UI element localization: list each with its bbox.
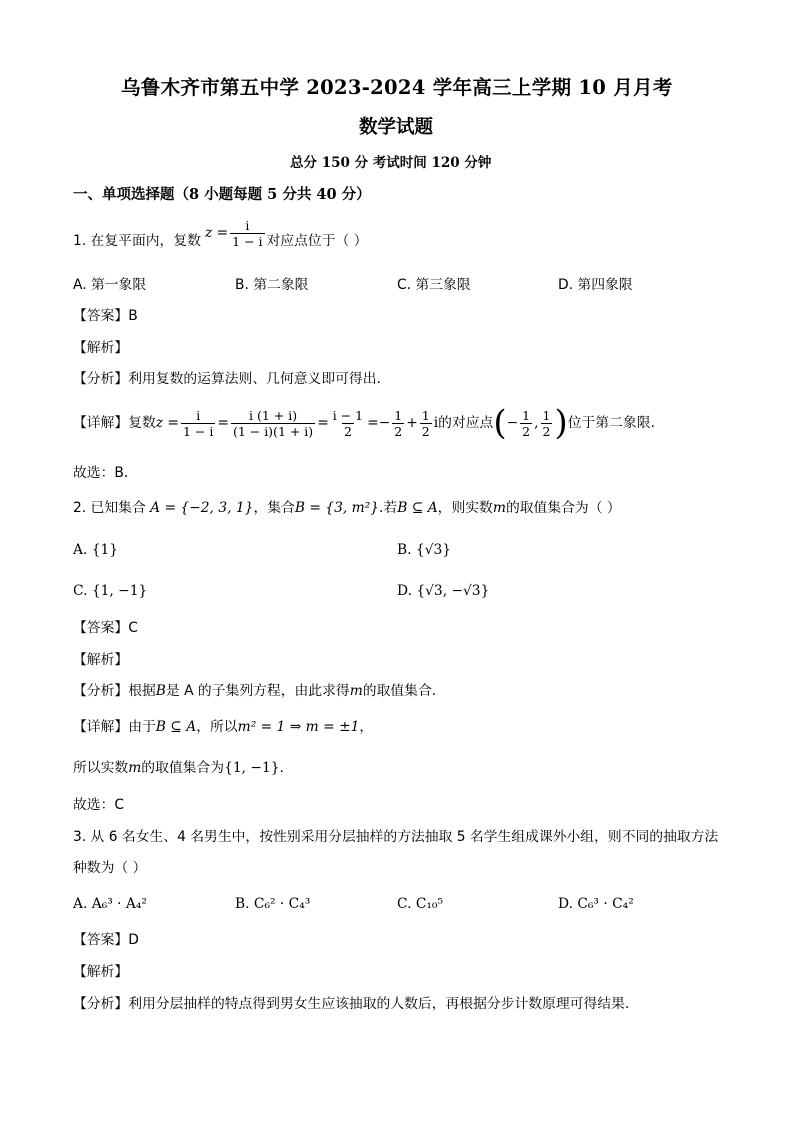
- q2-line2-a: 所以实数: [73, 760, 129, 776]
- half-den: 2: [394, 423, 403, 439]
- q2-answer-value: C: [128, 620, 138, 636]
- q1-z-eq: z =: [204, 225, 229, 241]
- q1-conclusion: [73, 463, 138, 483]
- q2-prefix: 2. 已知集合: [73, 500, 146, 516]
- q1-frac-num: i: [245, 217, 250, 233]
- q2-stem: [73, 498, 621, 518]
- q1-option-b: B. 第二象限: [235, 277, 309, 293]
- frac3-den: 2: [343, 423, 352, 439]
- q2-line2-m: m: [128, 760, 142, 776]
- q1-detail: [73, 400, 655, 446]
- q2-detail-eq: m² = 1 ⇒ m = ±1: [237, 719, 360, 735]
- eq-sign: =: [217, 415, 229, 431]
- q1-detail-z: z =: [155, 415, 179, 431]
- half-den: 2: [522, 423, 531, 439]
- plus-sign: +: [406, 415, 418, 431]
- q2-option-c: C. {1, −1}: [73, 583, 148, 599]
- left-paren: (: [493, 403, 507, 443]
- q3-analysis-label: 【解析】: [73, 964, 129, 980]
- q2-fenxi: [73, 681, 436, 701]
- q3-option-b: B. C₆² · C₄³: [235, 896, 311, 912]
- minus-sign: −: [378, 415, 391, 431]
- half-den: 2: [421, 423, 430, 439]
- q3-fenxi-text: 利用分层抽样的特点得到男女生应该抽取的人数后，再根据分步计数原理可得结果.: [128, 996, 630, 1012]
- fenxi-label: 【分析】: [73, 371, 129, 387]
- q2-conclusion: [73, 795, 124, 815]
- q2-set-b: B = {3, m²}: [294, 500, 380, 516]
- q1-detail-frac3: [331, 408, 365, 439]
- xiangjie-label: 【详解】: [73, 415, 129, 431]
- exam-meta: 总分 150 分 考试时间 120 分钟: [290, 155, 492, 171]
- eq-sign: =: [317, 415, 329, 431]
- q3-stem-line2: 种数为（ ）: [73, 860, 147, 876]
- q2-line2-c: .: [279, 760, 284, 776]
- q2-mid2: .若: [379, 500, 398, 516]
- q3-option-c: C. C₁₀⁵: [397, 896, 443, 912]
- q2-fenxi-end: 的取值集合.: [362, 683, 437, 699]
- frac1-den: 1 − i: [183, 423, 214, 439]
- q1-option-d: D. 第四象限: [558, 277, 633, 293]
- q2-line2-set: {1, −1}: [224, 760, 280, 776]
- q1-point-x: [520, 408, 532, 439]
- frac3-num: i − 1: [332, 407, 364, 423]
- eq-sign: =: [367, 415, 379, 431]
- guxuan-label: 故选：: [73, 465, 115, 481]
- q1-frac-den: 1 − i: [232, 233, 263, 249]
- q2-mid3: ，则实数: [437, 500, 493, 516]
- frac2-num: i (1 + i): [249, 407, 298, 423]
- half-num: 1: [542, 407, 551, 423]
- q1-detail-lead: 复数: [128, 415, 156, 431]
- q2-subset: B ⊆ A: [397, 500, 438, 516]
- q1-option-a: A. 第一象限: [73, 277, 147, 293]
- answer-label: 【答案】: [73, 620, 129, 636]
- q2-fenxi-m: m: [349, 683, 363, 699]
- comma: ,: [534, 415, 539, 431]
- frac2-den: (1 − i)(1 + i): [232, 423, 314, 439]
- q3-answer: [73, 930, 139, 950]
- right-paren: ): [554, 403, 568, 443]
- half-num: 1: [522, 407, 531, 423]
- q3-answer-value: D: [128, 932, 139, 948]
- q1-fenxi-text: 利用复数的运算法则、几何意义即可得出.: [128, 371, 381, 387]
- q2-detail-b: ，所以: [196, 719, 238, 735]
- q1-conclusion-value: B．: [114, 465, 138, 481]
- q1-fraction: [230, 218, 264, 249]
- frac1-num: i: [196, 407, 201, 423]
- minus-sign: −: [506, 415, 519, 431]
- q2-mid1: ，集合: [253, 500, 295, 516]
- q2-option-b: B. {√3}: [397, 542, 452, 558]
- q2-detail-c: ，: [359, 719, 374, 735]
- q1-point-y: [541, 408, 553, 439]
- q2-option-d: D. {√3, −√3}: [397, 583, 490, 599]
- q2-detail: [73, 717, 373, 737]
- q1-analysis-label: 【解析】: [73, 340, 129, 356]
- xiangjie-label: 【详解】: [73, 719, 129, 735]
- imag-unit: i: [433, 415, 439, 431]
- answer-label: 【答案】: [73, 932, 129, 948]
- q2-fenxi-text: 是 A 的子集列方程，由此求得: [165, 683, 350, 699]
- q2-line2-b: 的取值集合为: [141, 760, 225, 776]
- q2-detail-a: 由于: [128, 719, 156, 735]
- q2-answer: [73, 618, 138, 638]
- q1-answer: [73, 306, 138, 326]
- page-title: 乌鲁木齐市第五中学 2023-2024 学年高三上学期 10 月月考: [121, 76, 673, 99]
- q3-option-a: A. A₆³ · A₄²: [73, 896, 147, 912]
- q2-option-a: A. {1}: [73, 542, 119, 558]
- q1-option-c: C. 第三象限: [397, 277, 471, 293]
- q1-detail-end: 位于第二象限.: [567, 415, 655, 431]
- q2-set-a: A = {−2, 3, 1}: [150, 500, 254, 516]
- q1-stem: [73, 215, 368, 251]
- page-subtitle: 数学试题: [359, 117, 434, 138]
- fenxi-label: 【分析】: [73, 683, 129, 699]
- q1-prefix: 1. 在复平面内，复数: [73, 233, 201, 249]
- q1-detail-mid: 的对应点: [438, 415, 494, 431]
- q2-fenxi-b: B: [155, 683, 166, 699]
- section-heading: 一、单项选择题（8 小题每题 5 分共 40 分）: [73, 186, 371, 203]
- half-den: 2: [542, 423, 551, 439]
- fenxi-label: 【分析】: [73, 996, 129, 1012]
- answer-label: 【答案】: [73, 308, 129, 324]
- q3-option-d: D. C₆³ · C₄²: [558, 896, 634, 912]
- half-num: 1: [421, 407, 430, 423]
- q1-half-a: [392, 408, 404, 439]
- guxuan-label: 故选：: [73, 797, 115, 813]
- q2-analysis-label: 【解析】: [73, 652, 129, 668]
- q1-answer-value: B: [128, 308, 138, 324]
- q1-suffix: 对应点位于（ ）: [266, 233, 368, 249]
- q2-m: m: [492, 500, 506, 516]
- q2-detail-line2: [73, 758, 284, 778]
- q1-detail-frac2: [231, 408, 315, 439]
- half-num: 1: [394, 407, 403, 423]
- q1-half-b: [420, 408, 432, 439]
- q1-fenxi: [73, 369, 381, 389]
- q3-fenxi: [73, 994, 629, 1014]
- q3-stem-line1: 3. 从 6 名女生、4 名男生中，按性别采用分层抽样的方法抽取 5 名学生组成课外小组，则不同的抽取方法: [73, 829, 719, 845]
- q2-suffix: 的取值集合为（ ）: [505, 500, 621, 516]
- q2-fenxi-a: 根据: [128, 683, 156, 699]
- q2-detail-subset: B ⊆ A: [155, 719, 197, 735]
- q2-conclusion-value: C: [114, 797, 125, 813]
- q1-detail-frac1: [181, 408, 215, 439]
